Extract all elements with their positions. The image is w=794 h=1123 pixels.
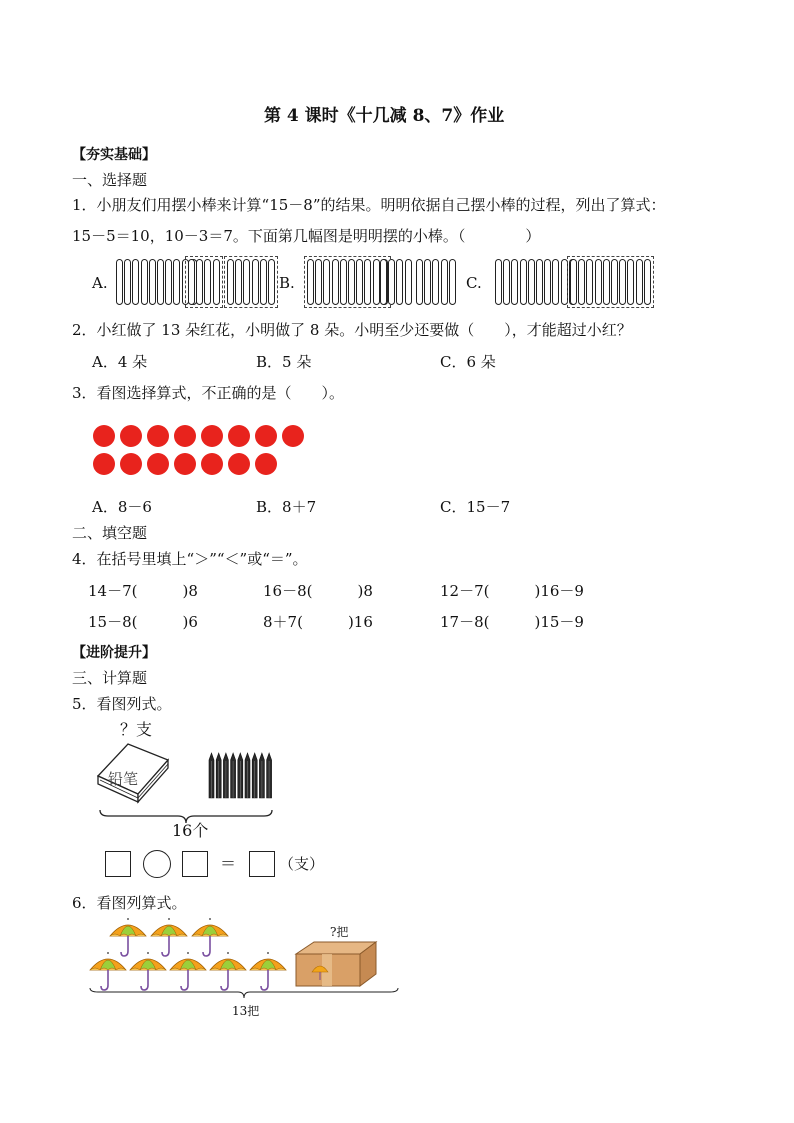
red-dot bbox=[174, 425, 196, 447]
q5-stem: 5．看图列式。 bbox=[72, 695, 172, 713]
stick bbox=[416, 259, 423, 305]
stick bbox=[619, 259, 626, 305]
red-dot bbox=[120, 453, 142, 475]
pencil-icon bbox=[231, 753, 236, 798]
part-one-heading: 一、选择题 bbox=[72, 171, 148, 189]
stick bbox=[536, 259, 543, 305]
part-three-heading: 三、计算题 bbox=[72, 669, 148, 687]
red-dot bbox=[93, 453, 115, 475]
section-advanced: 【进阶提升】 bbox=[72, 645, 156, 661]
red-dot bbox=[255, 453, 277, 475]
stick bbox=[432, 259, 439, 305]
q4-item: 14－7( )8 bbox=[88, 582, 198, 600]
q2-option-b: B．5 朵 bbox=[256, 353, 312, 371]
red-dot bbox=[174, 453, 196, 475]
stick bbox=[243, 259, 250, 305]
stick bbox=[424, 259, 431, 305]
q4-item: 8＋7( )16 bbox=[263, 613, 373, 631]
q5-question-label: ？支 bbox=[120, 720, 153, 739]
q3-stem: 3．看图选择算式，不正确的是（ ）。 bbox=[72, 384, 345, 402]
stick bbox=[124, 259, 131, 305]
q6-total-label: 13把 bbox=[232, 1004, 260, 1018]
stick bbox=[323, 259, 330, 305]
stick bbox=[260, 259, 267, 305]
stick bbox=[157, 259, 164, 305]
red-dot bbox=[93, 425, 115, 447]
stick bbox=[364, 259, 371, 305]
answer-box-2[interactable] bbox=[182, 851, 208, 877]
stick bbox=[627, 259, 634, 305]
pencil-box-label: 铅笔 bbox=[108, 770, 139, 788]
red-dot bbox=[228, 425, 250, 447]
stick bbox=[188, 259, 195, 305]
operator-circle[interactable] bbox=[143, 850, 171, 878]
stick bbox=[595, 259, 602, 305]
stick bbox=[213, 259, 220, 305]
pencil-icon bbox=[259, 753, 264, 798]
stick bbox=[441, 259, 448, 305]
red-dot bbox=[201, 425, 223, 447]
stick bbox=[636, 259, 643, 305]
stick bbox=[268, 259, 275, 305]
pencil-icon bbox=[245, 753, 250, 798]
stick bbox=[544, 259, 551, 305]
q4-item: 17－8( )15－9 bbox=[440, 613, 584, 631]
q1-line2: 15－5＝10，10－3＝7。下面第几幅图是明明摆的小棒。（ ） bbox=[72, 227, 541, 245]
stick bbox=[332, 259, 339, 305]
stick bbox=[380, 259, 387, 305]
stick bbox=[173, 259, 180, 305]
q6-total-brace bbox=[88, 986, 400, 1000]
stick bbox=[315, 259, 322, 305]
stick bbox=[405, 259, 412, 305]
q6-question-label: ?把 bbox=[330, 925, 349, 939]
stick bbox=[132, 259, 139, 305]
stick bbox=[373, 259, 380, 305]
q2-option-a: A．4 朵 bbox=[92, 353, 148, 371]
q4-stem: 4．在括号里填上“＞”“＜”或“＝”。 bbox=[72, 550, 308, 568]
pencil-icon bbox=[238, 753, 243, 798]
q3-option-a: A．8－6 bbox=[92, 498, 152, 516]
stick bbox=[495, 259, 502, 305]
q4-item: 16－8( )8 bbox=[263, 582, 373, 600]
section-basic: 【夯实基础】 bbox=[72, 147, 156, 163]
stick bbox=[165, 259, 172, 305]
red-dot bbox=[282, 425, 304, 447]
stick bbox=[520, 259, 527, 305]
stick bbox=[644, 259, 651, 305]
stick bbox=[348, 259, 355, 305]
q6-stem: 6．看图列算式。 bbox=[72, 894, 187, 912]
stick bbox=[227, 259, 234, 305]
stick bbox=[196, 259, 203, 305]
stick bbox=[235, 259, 242, 305]
stick bbox=[528, 259, 535, 305]
pencil-icon bbox=[267, 753, 272, 798]
stick bbox=[578, 259, 585, 305]
red-dot bbox=[255, 425, 277, 447]
red-dot bbox=[147, 453, 169, 475]
stick bbox=[356, 259, 363, 305]
pencil-icon bbox=[252, 753, 257, 798]
q2-option-c: C．6 朵 bbox=[440, 353, 496, 371]
q3-option-b: B．8＋7 bbox=[256, 498, 317, 516]
pencil-icon bbox=[216, 753, 221, 798]
stick bbox=[511, 259, 518, 305]
q1-line1: 1．小朋友们用摆小棒来计算“15－8”的结果。明明依据自己摆小棒的过程，列出了算式： bbox=[72, 196, 666, 214]
equals-sign: ＝ bbox=[220, 854, 237, 873]
pencil-icon bbox=[223, 753, 228, 798]
box-icon bbox=[294, 940, 378, 988]
page-title: 第 4 课时《十几减 8、7》作业 bbox=[264, 106, 505, 126]
q1-option-a-label: A. bbox=[92, 274, 108, 292]
stick bbox=[552, 259, 559, 305]
q5-total-label: 16个 bbox=[172, 821, 209, 840]
q5-unit: （支） bbox=[279, 855, 325, 873]
stick bbox=[141, 259, 148, 305]
stick bbox=[388, 259, 395, 305]
stick bbox=[252, 259, 259, 305]
q3-option-c: C．15－7 bbox=[440, 498, 511, 516]
pencils-icon bbox=[206, 752, 276, 800]
red-dot bbox=[228, 453, 250, 475]
q4-item: 15－8( )6 bbox=[88, 613, 198, 631]
part-two-heading: 二、填空题 bbox=[72, 524, 148, 542]
stick bbox=[149, 259, 156, 305]
stick bbox=[586, 259, 593, 305]
stick bbox=[603, 259, 610, 305]
stick bbox=[116, 259, 123, 305]
red-dot bbox=[147, 425, 169, 447]
answer-box-1[interactable] bbox=[105, 851, 131, 877]
stick bbox=[570, 259, 577, 305]
stick bbox=[204, 259, 211, 305]
q2-stem: 2．小红做了 13 朵红花，小明做了 8 朵。小明至少还要做（ ），才能超过小红？ bbox=[72, 321, 632, 339]
stick bbox=[340, 259, 347, 305]
q1-option-c-label: C. bbox=[466, 274, 482, 292]
stick bbox=[449, 259, 456, 305]
red-dot bbox=[201, 453, 223, 475]
q4-item: 12－7( )16－9 bbox=[440, 582, 584, 600]
q1-option-b-label: B. bbox=[279, 274, 295, 292]
answer-box-3[interactable] bbox=[249, 851, 275, 877]
pencil-icon bbox=[209, 753, 214, 798]
red-dot bbox=[120, 425, 142, 447]
stick bbox=[307, 259, 314, 305]
stick bbox=[611, 259, 618, 305]
stick bbox=[503, 259, 510, 305]
stick bbox=[396, 259, 403, 305]
